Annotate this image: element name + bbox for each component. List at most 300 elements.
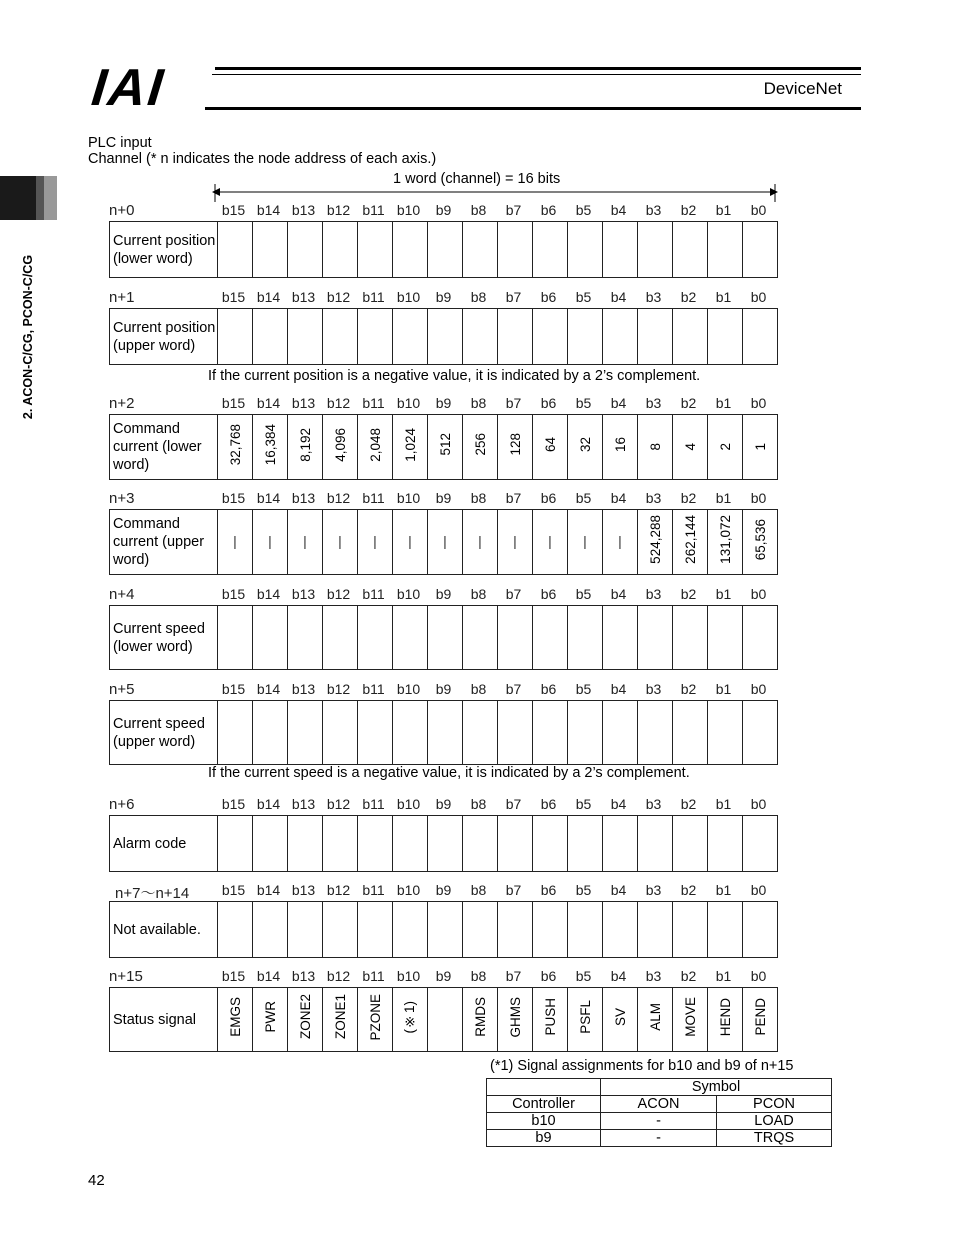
bit-cell bbox=[428, 222, 463, 278]
bit-cell bbox=[463, 222, 498, 278]
bit-header: b0 bbox=[750, 586, 767, 602]
bit-value: 65,536 bbox=[752, 518, 768, 561]
bit-cell bbox=[603, 510, 638, 575]
chapter-tab bbox=[0, 176, 57, 220]
bit-cell bbox=[323, 902, 358, 958]
bit-value: HEND bbox=[717, 997, 733, 1037]
bit-header: b8 bbox=[470, 395, 487, 411]
signal-table-cell: b10 bbox=[487, 1113, 601, 1130]
bit-header: b12 bbox=[326, 586, 351, 602]
bit-cell bbox=[323, 701, 358, 765]
bit-cell bbox=[638, 510, 673, 575]
signal-table-cell: TRQS bbox=[717, 1130, 832, 1147]
bit-cell bbox=[288, 701, 323, 765]
bit-header: b6 bbox=[540, 395, 557, 411]
bit-cell bbox=[218, 606, 253, 670]
unused-bit-mark: | bbox=[233, 533, 237, 549]
bit-header: b13 bbox=[291, 968, 316, 984]
bit-cell bbox=[743, 222, 778, 278]
register-id: n+6 bbox=[109, 796, 135, 813]
bit-header: b9 bbox=[435, 882, 452, 898]
bit-header: b11 bbox=[362, 490, 385, 506]
bit-cell bbox=[358, 902, 393, 958]
bit-value: ZONE1 bbox=[332, 994, 348, 1040]
bit-cell bbox=[638, 415, 673, 480]
bit-cell bbox=[463, 415, 498, 480]
bit-header: b10 bbox=[396, 586, 421, 602]
bit-cell bbox=[638, 606, 673, 670]
bit-cell bbox=[568, 902, 603, 958]
bit-header: b13 bbox=[291, 395, 316, 411]
bit-value: 512 bbox=[437, 433, 453, 456]
bit-cell bbox=[288, 988, 323, 1052]
bit-cell bbox=[568, 816, 603, 872]
bit-cell bbox=[323, 510, 358, 575]
bit-cell bbox=[498, 510, 533, 575]
bit-cell bbox=[603, 816, 638, 872]
bit-cell bbox=[533, 309, 568, 365]
bit-cell bbox=[603, 988, 638, 1052]
bit-cell bbox=[323, 816, 358, 872]
bit-header: b13 bbox=[291, 796, 316, 812]
bit-header: b11 bbox=[362, 796, 385, 812]
bit-cell bbox=[498, 415, 533, 480]
signal-table-header: Controller bbox=[487, 1096, 601, 1113]
bit-cell bbox=[288, 222, 323, 278]
bit-header: b11 bbox=[362, 968, 385, 984]
bit-cell bbox=[218, 510, 253, 575]
bit-header: b11 bbox=[362, 882, 385, 898]
bit-header: b15 bbox=[221, 586, 246, 602]
bit-header: b12 bbox=[326, 796, 351, 812]
bit-header: b12 bbox=[326, 968, 351, 984]
bit-value: 262,144 bbox=[682, 515, 698, 564]
bit-header: b6 bbox=[540, 681, 557, 697]
signal-table-cell: - bbox=[601, 1130, 717, 1147]
bit-header: b13 bbox=[291, 289, 316, 305]
bit-cell bbox=[358, 816, 393, 872]
bit-header: b9 bbox=[435, 586, 452, 602]
bit-header: b12 bbox=[326, 882, 351, 898]
bit-header: b15 bbox=[221, 202, 246, 218]
bit-cell bbox=[358, 415, 393, 480]
bit-cell bbox=[253, 606, 288, 670]
bit-header: b5 bbox=[575, 796, 592, 812]
bit-cell bbox=[323, 222, 358, 278]
bit-cell bbox=[708, 510, 743, 575]
bit-cell bbox=[743, 816, 778, 872]
bit-cell bbox=[253, 988, 288, 1052]
bit-cell bbox=[393, 988, 428, 1052]
bit-cell bbox=[638, 988, 673, 1052]
unused-bit-mark: | bbox=[478, 533, 482, 549]
bit-header: b9 bbox=[435, 796, 452, 812]
bit-cell bbox=[708, 988, 743, 1052]
register-label: Not available. bbox=[110, 902, 218, 958]
bit-cell bbox=[393, 510, 428, 575]
bit-cell bbox=[428, 701, 463, 765]
note-speed-complement: If the current speed is a negative value, it is indicated by a 2’s complement. bbox=[208, 765, 690, 781]
bit-header: b15 bbox=[221, 490, 246, 506]
bit-header: b13 bbox=[291, 586, 316, 602]
bit-value: PZONE bbox=[367, 993, 383, 1041]
bit-header: b7 bbox=[505, 968, 522, 984]
bit-cell bbox=[673, 415, 708, 480]
bit-header: b2 bbox=[680, 202, 697, 218]
unused-bit-mark: | bbox=[583, 533, 587, 549]
bit-header: b14 bbox=[256, 968, 281, 984]
register-label: Command current (lower word) bbox=[110, 415, 218, 480]
register-table bbox=[109, 509, 778, 575]
bit-header: b5 bbox=[575, 882, 592, 898]
register-label: Current speed (lower word) bbox=[110, 606, 218, 670]
bit-header: b9 bbox=[435, 289, 452, 305]
bit-header: b11 bbox=[362, 202, 385, 218]
bit-header: b7 bbox=[505, 202, 522, 218]
bit-cell bbox=[428, 309, 463, 365]
bit-cell bbox=[358, 606, 393, 670]
bit-cell bbox=[743, 415, 778, 480]
bit-header: b8 bbox=[470, 586, 487, 602]
bit-cell bbox=[218, 309, 253, 365]
bit-value: 16,384 bbox=[262, 423, 278, 466]
bit-cell bbox=[218, 415, 253, 480]
bit-cell bbox=[603, 701, 638, 765]
register-table bbox=[109, 605, 778, 670]
bit-cell bbox=[428, 816, 463, 872]
header-rule-bottom bbox=[205, 107, 861, 110]
bit-cell bbox=[253, 701, 288, 765]
bit-cell bbox=[253, 309, 288, 365]
bit-cell bbox=[323, 988, 358, 1052]
bit-header: b5 bbox=[575, 968, 592, 984]
bit-header: b1 bbox=[715, 796, 732, 812]
bit-header: b3 bbox=[645, 586, 662, 602]
register-table bbox=[109, 700, 778, 765]
register-label: Current position (lower word) bbox=[110, 222, 218, 278]
bit-cell bbox=[708, 309, 743, 365]
bit-value: PUSH bbox=[542, 998, 558, 1036]
bit-cell bbox=[708, 415, 743, 480]
bit-value: 32 bbox=[577, 436, 593, 453]
bit-header: b4 bbox=[610, 586, 627, 602]
bit-header: b5 bbox=[575, 490, 592, 506]
signal-assignment-table bbox=[486, 1078, 832, 1147]
unused-bit-mark: | bbox=[408, 533, 412, 549]
bit-cell bbox=[253, 510, 288, 575]
bit-header: b7 bbox=[505, 289, 522, 305]
signal-table-symbol-header: Symbol bbox=[601, 1079, 832, 1096]
bit-header: b2 bbox=[680, 681, 697, 697]
bit-cell bbox=[743, 510, 778, 575]
register-id: n+1 bbox=[109, 289, 135, 306]
bit-header: b13 bbox=[291, 490, 316, 506]
bit-header: b2 bbox=[680, 586, 697, 602]
bit-header: b0 bbox=[750, 796, 767, 812]
bit-header: b7 bbox=[505, 490, 522, 506]
bit-header: b1 bbox=[715, 202, 732, 218]
unused-bit-mark: | bbox=[548, 533, 552, 549]
bit-header: b12 bbox=[326, 395, 351, 411]
signal-table-header: PCON bbox=[717, 1096, 832, 1113]
bit-header: b5 bbox=[575, 202, 592, 218]
bit-cell bbox=[463, 606, 498, 670]
bit-header: b7 bbox=[505, 586, 522, 602]
bit-header: b14 bbox=[256, 202, 281, 218]
bit-header: b10 bbox=[396, 796, 421, 812]
bit-cell bbox=[393, 816, 428, 872]
bit-header: b8 bbox=[470, 289, 487, 305]
bit-header: b15 bbox=[221, 681, 246, 697]
bit-header: b14 bbox=[256, 882, 281, 898]
bit-cell bbox=[498, 902, 533, 958]
bit-header: b11 bbox=[362, 395, 385, 411]
bit-cell bbox=[288, 510, 323, 575]
unused-bit-mark: | bbox=[268, 533, 272, 549]
bit-cell bbox=[218, 988, 253, 1052]
signal-table-cell: b9 bbox=[487, 1130, 601, 1147]
bit-cell bbox=[498, 816, 533, 872]
unused-bit-mark: | bbox=[618, 533, 622, 549]
bit-header: b10 bbox=[396, 289, 421, 305]
bit-header: b3 bbox=[645, 202, 662, 218]
bit-cell bbox=[323, 309, 358, 365]
signal-table-cell: LOAD bbox=[717, 1113, 832, 1130]
bit-value: MOVE bbox=[682, 997, 698, 1037]
bit-header: b10 bbox=[396, 202, 421, 218]
register-label: Command current (upper word) bbox=[110, 510, 218, 575]
bit-cell bbox=[533, 988, 568, 1052]
bit-value: 1 bbox=[752, 443, 768, 451]
bit-header: b8 bbox=[470, 202, 487, 218]
page-number: 42 bbox=[88, 1172, 105, 1189]
bit-header: b3 bbox=[645, 882, 662, 898]
bit-cell bbox=[463, 309, 498, 365]
bit-cell bbox=[393, 309, 428, 365]
bit-header: b15 bbox=[221, 796, 246, 812]
bit-header: b14 bbox=[256, 395, 281, 411]
bit-cell bbox=[253, 222, 288, 278]
bit-cell bbox=[603, 309, 638, 365]
bit-header: b2 bbox=[680, 395, 697, 411]
register-label: Current speed (upper word) bbox=[110, 701, 218, 765]
bit-header: b15 bbox=[221, 289, 246, 305]
bit-cell bbox=[218, 902, 253, 958]
bit-header: b4 bbox=[610, 968, 627, 984]
bit-cell bbox=[498, 222, 533, 278]
bit-value: PSFL bbox=[577, 1000, 593, 1034]
bit-cell bbox=[218, 701, 253, 765]
bit-header: b15 bbox=[221, 968, 246, 984]
bit-header: b1 bbox=[715, 490, 732, 506]
chapter-label: 2. ACON-C/CG, PCON-C/CG bbox=[21, 254, 35, 420]
signal-table-corner bbox=[487, 1079, 601, 1096]
bit-cell bbox=[463, 510, 498, 575]
bit-cell bbox=[568, 701, 603, 765]
header-rule-mid bbox=[212, 74, 861, 75]
bit-header: b10 bbox=[396, 490, 421, 506]
register-table bbox=[109, 901, 778, 958]
bit-header: b6 bbox=[540, 586, 557, 602]
bit-header: b10 bbox=[396, 395, 421, 411]
bit-cell bbox=[253, 816, 288, 872]
bit-header: b3 bbox=[645, 395, 662, 411]
bit-header: b15 bbox=[221, 395, 246, 411]
word-size-label: 1 word (channel) = 16 bits bbox=[393, 171, 561, 187]
bit-header: b9 bbox=[435, 202, 452, 218]
register-id: n+2 bbox=[109, 395, 135, 412]
bit-header: b13 bbox=[291, 882, 316, 898]
bit-value: 131,072 bbox=[717, 515, 733, 564]
bit-header: b4 bbox=[610, 202, 627, 218]
bit-cell bbox=[498, 309, 533, 365]
intro-plc-input: PLC input bbox=[88, 135, 152, 151]
bit-cell bbox=[463, 701, 498, 765]
bit-cell bbox=[743, 988, 778, 1052]
bit-header: b6 bbox=[540, 289, 557, 305]
bit-header: b4 bbox=[610, 395, 627, 411]
bit-header: b4 bbox=[610, 882, 627, 898]
bit-cell bbox=[638, 902, 673, 958]
bit-header: b2 bbox=[680, 490, 697, 506]
unused-bit-mark: | bbox=[373, 533, 377, 549]
bit-header: b2 bbox=[680, 882, 697, 898]
bit-value: 1,024 bbox=[402, 427, 418, 462]
bit-header: b3 bbox=[645, 490, 662, 506]
bit-header: b10 bbox=[396, 968, 421, 984]
bit-cell bbox=[568, 988, 603, 1052]
bit-header: b8 bbox=[470, 681, 487, 697]
bit-cell bbox=[673, 510, 708, 575]
bit-value: 4 bbox=[682, 443, 698, 451]
bit-cell bbox=[638, 309, 673, 365]
bit-cell bbox=[463, 902, 498, 958]
bit-value: GHMS bbox=[507, 996, 523, 1038]
bit-value: ALM bbox=[647, 1003, 663, 1031]
bit-cell bbox=[533, 510, 568, 575]
bit-value: EMGS bbox=[227, 997, 243, 1037]
bit-header: b14 bbox=[256, 289, 281, 305]
bit-cell bbox=[253, 415, 288, 480]
bit-cell bbox=[673, 988, 708, 1052]
register-id: n+3 bbox=[109, 490, 135, 507]
bit-value: 128 bbox=[507, 433, 523, 456]
bit-cell bbox=[603, 902, 638, 958]
bit-cell bbox=[323, 415, 358, 480]
signal-table-caption: (*1) Signal assignments for b10 and b9 of n+15 bbox=[490, 1058, 794, 1074]
bit-header: b11 bbox=[362, 586, 385, 602]
bit-header: b6 bbox=[540, 490, 557, 506]
bit-header: b8 bbox=[470, 882, 487, 898]
register-label: Status signal bbox=[110, 988, 218, 1052]
bit-header: b0 bbox=[750, 882, 767, 898]
bit-header: b14 bbox=[256, 681, 281, 697]
bit-header: b9 bbox=[435, 681, 452, 697]
bit-header: b13 bbox=[291, 202, 316, 218]
bit-value: 2,048 bbox=[367, 427, 383, 462]
unused-bit-mark: | bbox=[338, 533, 342, 549]
bit-cell bbox=[393, 606, 428, 670]
bit-value: PWR bbox=[262, 1001, 278, 1033]
note-position-complement: If the current position is a negative value, it is indicated by a 2’s complement. bbox=[208, 368, 701, 384]
bit-cell bbox=[358, 510, 393, 575]
signal-table-cell: - bbox=[601, 1113, 717, 1130]
register-table bbox=[109, 987, 778, 1052]
bit-cell bbox=[743, 606, 778, 670]
bit-header: b3 bbox=[645, 796, 662, 812]
bit-header: b1 bbox=[715, 681, 732, 697]
bit-cell bbox=[743, 701, 778, 765]
bit-header: b14 bbox=[256, 796, 281, 812]
bit-header: b0 bbox=[750, 968, 767, 984]
bit-cell bbox=[568, 510, 603, 575]
bit-value: 256 bbox=[472, 433, 488, 456]
bit-cell bbox=[533, 606, 568, 670]
bit-header: b10 bbox=[396, 681, 421, 697]
bit-header: b9 bbox=[435, 395, 452, 411]
bit-header: b4 bbox=[610, 681, 627, 697]
bit-cell bbox=[673, 701, 708, 765]
bit-header: b0 bbox=[750, 395, 767, 411]
bit-header: b7 bbox=[505, 882, 522, 898]
bit-header: b5 bbox=[575, 289, 592, 305]
bit-header: b1 bbox=[715, 395, 732, 411]
bit-cell bbox=[568, 309, 603, 365]
bit-cell bbox=[288, 415, 323, 480]
unused-bit-mark: | bbox=[443, 533, 447, 549]
bit-header: b3 bbox=[645, 681, 662, 697]
bit-cell bbox=[498, 701, 533, 765]
bit-cell bbox=[498, 606, 533, 670]
bit-cell bbox=[638, 701, 673, 765]
bit-cell bbox=[393, 415, 428, 480]
intro-channel: Channel (* n indicates the node address of each axis.) bbox=[88, 151, 437, 167]
unused-bit-mark: | bbox=[513, 533, 517, 549]
bit-header: b0 bbox=[750, 202, 767, 218]
bit-cell bbox=[673, 309, 708, 365]
bit-value: SV bbox=[612, 1007, 628, 1026]
bit-cell bbox=[533, 902, 568, 958]
bit-value: RMDS bbox=[472, 997, 488, 1037]
register-id: n+0 bbox=[109, 202, 135, 219]
bit-cell bbox=[323, 606, 358, 670]
bit-cell bbox=[533, 701, 568, 765]
bit-value: 2 bbox=[717, 443, 733, 451]
bit-header: b8 bbox=[470, 968, 487, 984]
bit-header: b5 bbox=[575, 681, 592, 697]
bit-header: b3 bbox=[645, 968, 662, 984]
bit-cell bbox=[673, 816, 708, 872]
header-rule-top bbox=[215, 67, 861, 70]
bit-header: b2 bbox=[680, 968, 697, 984]
iai-logo: IAI bbox=[88, 59, 168, 117]
bit-header: b9 bbox=[435, 490, 452, 506]
bit-cell bbox=[428, 510, 463, 575]
bit-header: b11 bbox=[362, 289, 385, 305]
bit-cell bbox=[358, 988, 393, 1052]
bit-header: b6 bbox=[540, 202, 557, 218]
unused-bit-mark: | bbox=[303, 533, 307, 549]
bit-header: b6 bbox=[540, 796, 557, 812]
bit-header: b6 bbox=[540, 882, 557, 898]
bit-cell bbox=[533, 816, 568, 872]
bit-cell bbox=[288, 309, 323, 365]
register-id: n+5 bbox=[109, 681, 135, 698]
bit-header: b8 bbox=[470, 490, 487, 506]
bit-header: b14 bbox=[256, 490, 281, 506]
bit-cell bbox=[288, 816, 323, 872]
bit-header: b10 bbox=[396, 882, 421, 898]
